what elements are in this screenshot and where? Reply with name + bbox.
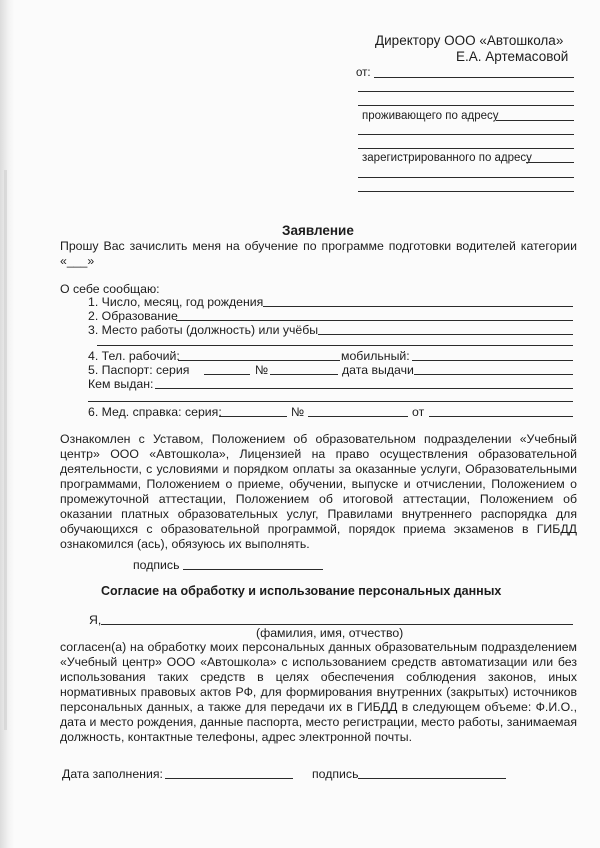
consent-line-5: персональных данных, а также для передачи их в ГИБДД в следующем объеме: Ф.И.О.,: [60, 700, 577, 714]
issued-by-label: Кем выдан:: [88, 377, 154, 391]
document-title: Заявление: [282, 223, 354, 238]
signature-label: подпись: [133, 558, 180, 572]
work-phone-line[interactable]: [178, 360, 340, 361]
workplace-line-2[interactable]: [97, 345, 573, 346]
med-num-line[interactable]: [308, 416, 408, 417]
birth-date-line[interactable]: [263, 306, 573, 307]
consent-line-1: согласен(а) на обработку моих персональных данных образовательным подразделением: [60, 640, 577, 654]
med-num-label: №: [291, 405, 305, 419]
issued-by-line-2[interactable]: [88, 401, 573, 402]
acquainted-line-3: деятельности, с условиями и порядком оплаты за оказанные услуги, Образовательными: [60, 462, 577, 476]
med-from-label: от: [412, 405, 425, 419]
passport-num-label: №: [255, 363, 269, 377]
residing-line[interactable]: [496, 120, 574, 121]
signature-line[interactable]: [183, 569, 323, 570]
consent-name-hint: (фамилия, имя, отчество): [256, 626, 404, 640]
about-intro: О себе сообщаю:: [60, 282, 160, 296]
consent-title: Согласие на обработку и использование персональных данных: [101, 584, 502, 598]
work-phone-label: 4. Тел. рабочий:: [88, 349, 180, 363]
education-label: 2. Образование: [88, 309, 178, 323]
consent-line-4: нормативных правовых актов РФ, для формирования внутренних (закрытых) источников: [60, 685, 577, 699]
addressee-director: Директору ООО «Автошкола»: [375, 33, 564, 48]
consent-line-3: использования таких средств в целях обеспечения соблюдения законов, иных: [60, 670, 577, 684]
date-label: Дата заполнения:: [62, 767, 163, 781]
acquainted-line-1: Ознакомлен с Уставом, Положением об образовательном подразделении «Учебный: [60, 432, 577, 446]
from-line[interactable]: [374, 77, 574, 78]
addressee-name: Е.А. Артемасовой: [456, 49, 569, 64]
footer-signature-line[interactable]: [358, 778, 506, 779]
acquainted-line-8: ознакомился (ась), обязуюсь их выполнять.: [60, 537, 310, 551]
passport-num-line[interactable]: [270, 374, 338, 375]
acquainted-line-6: оказании платных образовательных услуг, Правилами внутреннего распорядка для: [60, 507, 577, 521]
residing-line-2[interactable]: [358, 134, 574, 135]
acquainted-line-4: программами, Положением о приеме, обучении, выпуске и отчислении, Положением о: [60, 477, 577, 491]
consent-line-6: дата и место рождения, данные паспорта, место регистрации, место работы, занимаемая: [60, 715, 577, 729]
consent-i-label: Я,: [89, 613, 102, 627]
education-line[interactable]: [176, 320, 573, 321]
issued-by-line[interactable]: [155, 388, 573, 389]
scan-edge-shadow: [4, 170, 7, 730]
passport-series-line[interactable]: [204, 374, 250, 375]
registered-line-3[interactable]: [358, 191, 574, 192]
consent-line-7: должность, контактные телефоны, адрес электронной почты.: [60, 730, 412, 744]
consent-name-line[interactable]: [101, 624, 573, 625]
request-category: «___»: [60, 254, 95, 268]
passport-date-line[interactable]: [414, 374, 573, 375]
residing-label: проживающего по адресу: [362, 110, 499, 122]
workplace-line[interactable]: [318, 334, 573, 335]
birth-date-label: 1. Число, месяц, год рождения: [88, 295, 264, 309]
passport-date-label: дата выдачи: [342, 363, 414, 377]
request-line-1: Прошу Вас зачислить меня на обучение по программе подготовки водителей категории: [60, 239, 577, 253]
footer-signature-label: подпись: [312, 767, 359, 781]
med-from-line[interactable]: [429, 416, 573, 417]
registered-label: зарегистрированного по адресу: [362, 152, 532, 164]
workplace-label: 3. Место работы (должность) или учёбы: [88, 323, 319, 337]
med-series-line[interactable]: [219, 416, 287, 417]
residing-line-3[interactable]: [358, 148, 574, 149]
date-line[interactable]: [165, 778, 293, 779]
acquainted-line-5: промежуточной аттестации, Положением об итоговой аттестации, Положением об: [60, 492, 577, 506]
mobile-label: мобильный:: [341, 349, 410, 363]
scan-edge: [0, 0, 14, 848]
registered-line-2[interactable]: [358, 177, 574, 178]
registered-line[interactable]: [526, 162, 574, 163]
from-line-2[interactable]: [358, 91, 574, 92]
acquainted-line-2: центр» ООО «Автошкола», Лицензией на право осуществления образовательной: [60, 447, 577, 461]
acquainted-line-7: обучающихся с образовательной программой, порядок приема экзаменов в ГИБДД: [60, 522, 577, 536]
med-series-label: 6. Мед. справка: серия:: [88, 405, 222, 419]
consent-line-2: «Учебный центр» ООО «Автошкола» с использованием средств автоматизации или без: [60, 655, 577, 669]
from-line-3[interactable]: [358, 105, 574, 106]
from-label: от:: [356, 67, 371, 79]
passport-series-label: 5. Паспорт: серия: [88, 363, 190, 377]
mobile-line[interactable]: [412, 360, 573, 361]
